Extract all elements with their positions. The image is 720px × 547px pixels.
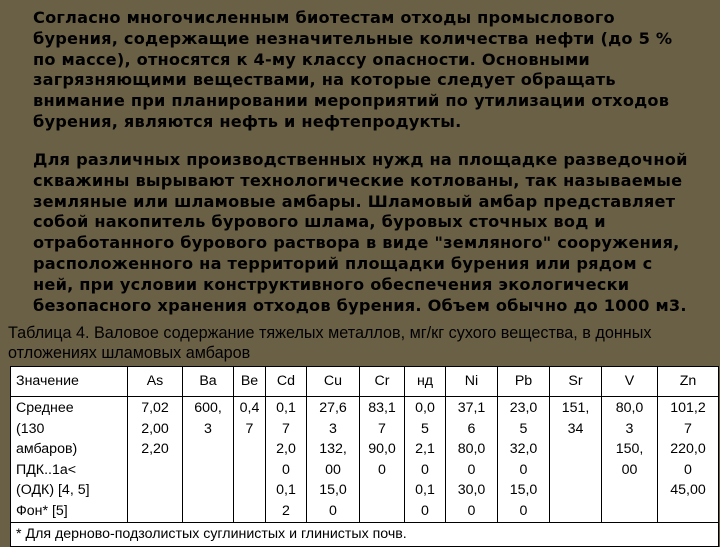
header-cell: Cu xyxy=(307,367,360,397)
table-cell: 80,0 3 150, 00 xyxy=(602,397,658,523)
intro-paragraph: Согласно многочисленным биотестам отходы промыслового бурения, содержащие незначительные количества нефти (до 5 % по массе), относятся к 4-му классу опасности. Основными загрязняющими веществами, на которые следует обращать внимание при планировании мероприятий по утилизации отходов бурения, являются нефть и нефтепродукты. xyxy=(33,8,673,131)
table-cell: 27,6 3 132, 00 15,0 0 xyxy=(307,397,360,523)
table-cell: 7,02 2,00 2,20 xyxy=(128,397,183,523)
header-cell: Sr xyxy=(550,367,602,397)
table-caption: Таблица 4. Валовое содержание тяжелых металлов, мг/кг сухого вещества, в донных отложениях шламовых амбаров xyxy=(8,324,652,362)
header-cell: нд xyxy=(405,367,446,397)
header-cell: Значение xyxy=(11,367,128,397)
header-cell: Cd xyxy=(266,367,307,397)
table-cell: 0,1 7 2,0 0 0,1 2 xyxy=(266,397,307,523)
row-label-cell: Среднее (130 амбаров) ПДК..1а< (ОДК) [4, 5] Фон* [5] xyxy=(11,397,128,523)
table-cell: 23,0 5 32,0 0 15,0 0 xyxy=(498,397,550,523)
heavy-metals-table xyxy=(10,366,719,547)
table-row xyxy=(11,397,719,523)
header-cell: V xyxy=(602,367,658,397)
table-footnote-row xyxy=(11,523,719,547)
table-cell: 101,2 7 220,0 0 45,00 xyxy=(658,397,719,523)
header-cell: Pb xyxy=(498,367,550,397)
header-cell: Ni xyxy=(446,367,498,397)
table-header-row xyxy=(11,367,719,397)
header-cell: Ba xyxy=(183,367,234,397)
header-cell: Cr xyxy=(360,367,405,397)
table-cell: 0,4 7 xyxy=(234,397,266,523)
sludge-pit-paragraph: Для различных производственных нужд на площадке разведочной скважины вырывают технологические котлованы, так называемые земляные или шламовые амбары. Шламовый амбар представляет собой накопитель бурового шлама, буровых сточных вод и отработанного бурового раствора в виде "земляного" сооружения, расположенного на территорий площадки бурения или рядом с ней, при условии конструктивного обеспечения экологически безопасного хранения отходов бурения. Объем обычно до 1000 м3. xyxy=(33,150,688,315)
table-cell: 37,1 6 80,0 0 30,0 0 xyxy=(446,397,498,523)
table-cell: 0,0 5 2,1 0 0,1 0 xyxy=(405,397,446,523)
header-cell: As xyxy=(128,367,183,397)
table-cell: 83,1 7 90,0 0 xyxy=(360,397,405,523)
header-cell: Be xyxy=(234,367,266,397)
table-footnote: * Для дерново-подзолистых суглинистых и глинистых почв. xyxy=(11,523,719,547)
header-cell: Zn xyxy=(658,367,719,397)
table-cell: 151, 34 xyxy=(550,397,602,523)
table-cell: 600, 3 xyxy=(183,397,234,523)
